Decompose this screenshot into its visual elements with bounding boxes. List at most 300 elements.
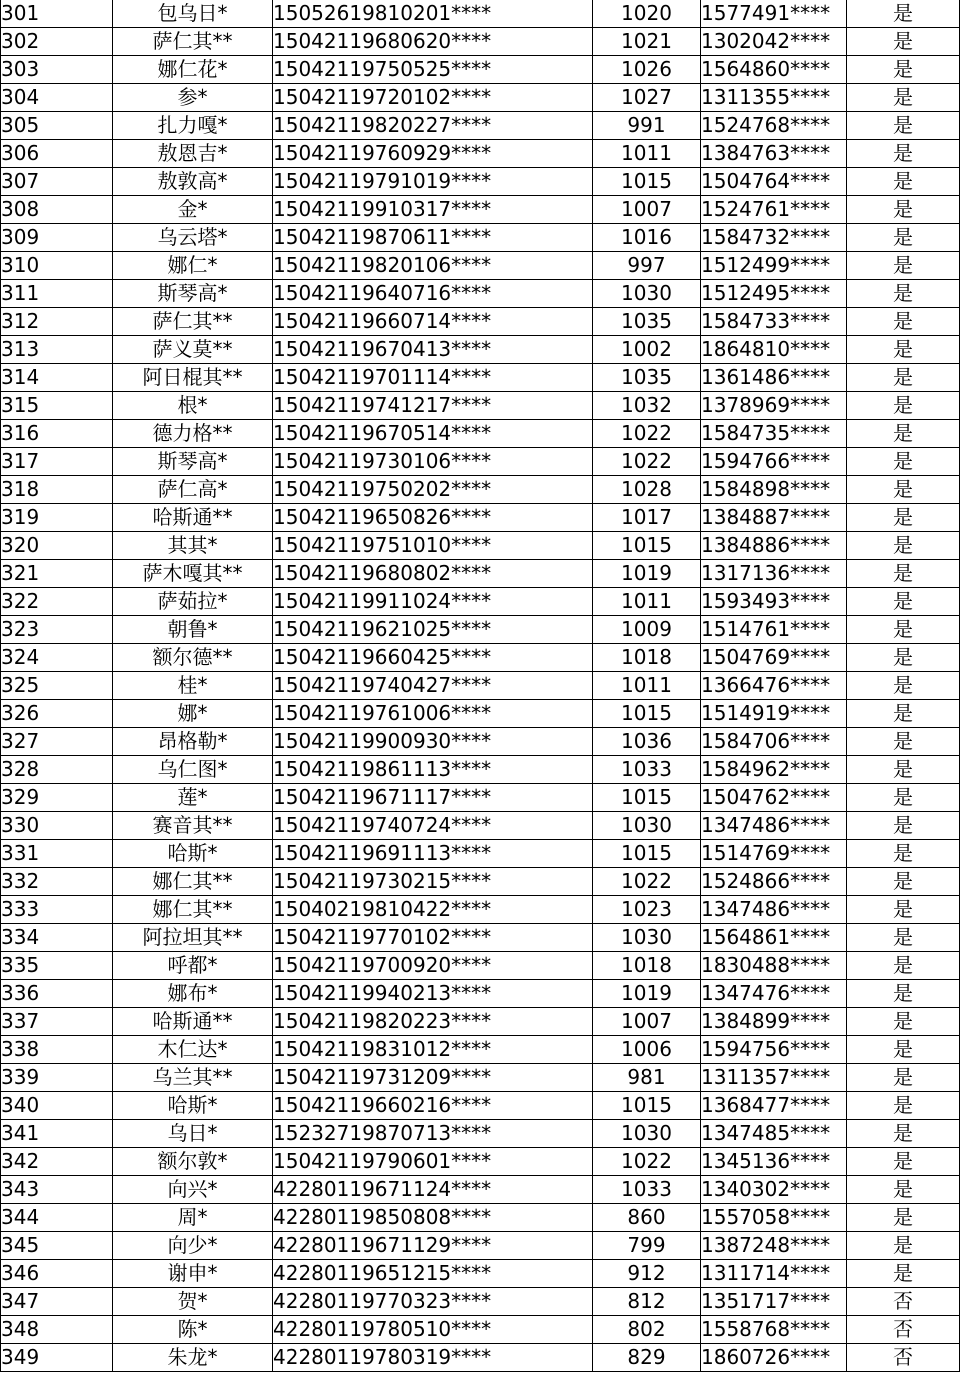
- id-number-cell: 15042119731209****: [273, 1064, 593, 1092]
- table-row: [1, 532, 960, 560]
- phone-cell: 1340302****: [701, 1176, 847, 1204]
- row-number-cell: 323: [1, 616, 113, 644]
- row-number-cell: 348: [1, 1316, 113, 1344]
- row-number-cell: 332: [1, 868, 113, 896]
- phone-cell: 1830488****: [701, 952, 847, 980]
- table-row: [1, 56, 960, 84]
- phone-cell: 1584733****: [701, 308, 847, 336]
- id-number-cell: 15042119791019****: [273, 168, 593, 196]
- phone-cell: 1564861****: [701, 924, 847, 952]
- name-cell: 谢申*: [113, 1260, 273, 1288]
- status-cell: 是: [847, 980, 960, 1008]
- status-cell: 是: [847, 448, 960, 476]
- status-cell: 是: [847, 84, 960, 112]
- row-number-cell: 310: [1, 252, 113, 280]
- status-cell: 是: [847, 560, 960, 588]
- name-cell: 昂格勒*: [113, 728, 273, 756]
- row-number-cell: 347: [1, 1288, 113, 1316]
- table-row: [1, 336, 960, 364]
- score-cell: 1002: [593, 336, 701, 364]
- id-number-cell: 15042119670413****: [273, 336, 593, 364]
- id-number-cell: 15042119900930****: [273, 728, 593, 756]
- score-cell: 1023: [593, 896, 701, 924]
- row-number-cell: 341: [1, 1120, 113, 1148]
- phone-cell: 1504769****: [701, 644, 847, 672]
- status-cell: 是: [847, 224, 960, 252]
- status-cell: 是: [847, 252, 960, 280]
- row-number-cell: 304: [1, 84, 113, 112]
- status-cell: 是: [847, 1092, 960, 1120]
- id-number-cell: 15042119820223****: [273, 1008, 593, 1036]
- id-number-cell: 15042119910317****: [273, 196, 593, 224]
- phone-cell: 1311714****: [701, 1260, 847, 1288]
- score-cell: 1027: [593, 84, 701, 112]
- name-cell: 萨仁其**: [113, 28, 273, 56]
- row-number-cell: 326: [1, 700, 113, 728]
- score-cell: 1020: [593, 0, 701, 28]
- name-cell: 阿拉坦其**: [113, 924, 273, 952]
- table-row: [1, 1008, 960, 1036]
- name-cell: 敖恩吉*: [113, 140, 273, 168]
- table-row: [1, 560, 960, 588]
- table-row: [1, 168, 960, 196]
- row-number-cell: 303: [1, 56, 113, 84]
- phone-cell: 1584732****: [701, 224, 847, 252]
- name-cell: 向兴*: [113, 1176, 273, 1204]
- status-cell: 是: [847, 644, 960, 672]
- row-number-cell: 336: [1, 980, 113, 1008]
- table-row: [1, 364, 960, 392]
- phone-cell: 1557058****: [701, 1204, 847, 1232]
- phone-cell: 1514769****: [701, 840, 847, 868]
- phone-cell: 1347485****: [701, 1120, 847, 1148]
- table-row: [1, 1288, 960, 1316]
- table-row: [1, 1316, 960, 1344]
- id-number-cell: 15042119701114****: [273, 364, 593, 392]
- phone-cell: 1860726****: [701, 1344, 847, 1372]
- row-number-cell: 316: [1, 420, 113, 448]
- score-cell: 1021: [593, 28, 701, 56]
- phone-cell: 1594756****: [701, 1036, 847, 1064]
- score-cell: 1011: [593, 140, 701, 168]
- row-number-cell: 329: [1, 784, 113, 812]
- score-cell: 1028: [593, 476, 701, 504]
- name-cell: 乌仁图*: [113, 756, 273, 784]
- score-cell: 1036: [593, 728, 701, 756]
- score-cell: 1019: [593, 560, 701, 588]
- score-cell: 1022: [593, 420, 701, 448]
- score-cell: 802: [593, 1316, 701, 1344]
- name-cell: 萨仁高*: [113, 476, 273, 504]
- row-number-cell: 333: [1, 896, 113, 924]
- status-cell: 是: [847, 616, 960, 644]
- row-number-cell: 314: [1, 364, 113, 392]
- name-cell: 朱龙*: [113, 1344, 273, 1372]
- score-cell: 1033: [593, 756, 701, 784]
- status-cell: 是: [847, 840, 960, 868]
- id-number-cell: 15042119660714****: [273, 308, 593, 336]
- table-row: [1, 1036, 960, 1064]
- row-number-cell: 322: [1, 588, 113, 616]
- phone-cell: 1512495****: [701, 280, 847, 308]
- name-cell: 娜仁*: [113, 252, 273, 280]
- id-number-cell: 15042119730215****: [273, 868, 593, 896]
- phone-cell: 1524768****: [701, 112, 847, 140]
- row-number-cell: 338: [1, 1036, 113, 1064]
- status-cell: 是: [847, 504, 960, 532]
- status-cell: 是: [847, 168, 960, 196]
- id-number-cell: 15042119660425****: [273, 644, 593, 672]
- score-cell: 1006: [593, 1036, 701, 1064]
- id-number-cell: 15042119691113****: [273, 840, 593, 868]
- row-number-cell: 321: [1, 560, 113, 588]
- name-cell: 乌兰其**: [113, 1064, 273, 1092]
- table-row: [1, 280, 960, 308]
- id-number-cell: 15042119671117****: [273, 784, 593, 812]
- table-row: [1, 1148, 960, 1176]
- name-cell: 乌日*: [113, 1120, 273, 1148]
- row-number-cell: 317: [1, 448, 113, 476]
- id-number-cell: 15042119760929****: [273, 140, 593, 168]
- row-number-cell: 305: [1, 112, 113, 140]
- status-cell: 是: [847, 28, 960, 56]
- name-cell: 向少*: [113, 1232, 273, 1260]
- row-number-cell: 313: [1, 336, 113, 364]
- status-cell: 是: [847, 280, 960, 308]
- phone-cell: 1384763****: [701, 140, 847, 168]
- score-cell: 1035: [593, 364, 701, 392]
- table-row: [1, 1260, 960, 1288]
- name-cell: 根*: [113, 392, 273, 420]
- status-cell: 是: [847, 1148, 960, 1176]
- name-cell: 金*: [113, 196, 273, 224]
- id-number-cell: 15042119741217****: [273, 392, 593, 420]
- status-cell: 是: [847, 532, 960, 560]
- status-cell: 是: [847, 196, 960, 224]
- id-number-cell: 42280119651215****: [273, 1260, 593, 1288]
- status-cell: 是: [847, 588, 960, 616]
- table-row: [1, 756, 960, 784]
- status-cell: 是: [847, 364, 960, 392]
- score-cell: 1007: [593, 196, 701, 224]
- status-cell: 是: [847, 868, 960, 896]
- table-row: [1, 840, 960, 868]
- id-number-cell: 15042119790601****: [273, 1148, 593, 1176]
- name-cell: 哈斯*: [113, 1092, 273, 1120]
- score-cell: 1015: [593, 784, 701, 812]
- phone-cell: 1594766****: [701, 448, 847, 476]
- table-row: [1, 112, 960, 140]
- row-number-cell: 331: [1, 840, 113, 868]
- id-number-cell: 15042119650826****: [273, 504, 593, 532]
- phone-cell: 1384886****: [701, 532, 847, 560]
- table-row: [1, 196, 960, 224]
- phone-cell: 1384899****: [701, 1008, 847, 1036]
- row-number-cell: 306: [1, 140, 113, 168]
- table-body: [1, 0, 960, 1372]
- score-cell: 1033: [593, 1176, 701, 1204]
- row-number-cell: 302: [1, 28, 113, 56]
- row-number-cell: 320: [1, 532, 113, 560]
- score-cell: 1015: [593, 168, 701, 196]
- phone-cell: 1524761****: [701, 196, 847, 224]
- phone-cell: 1504764****: [701, 168, 847, 196]
- table-row: [1, 1064, 960, 1092]
- table-row: [1, 980, 960, 1008]
- row-number-cell: 327: [1, 728, 113, 756]
- status-cell: 是: [847, 1120, 960, 1148]
- row-number-cell: 342: [1, 1148, 113, 1176]
- id-number-cell: 42280119770323****: [273, 1288, 593, 1316]
- table-row: [1, 644, 960, 672]
- score-cell: 1017: [593, 504, 701, 532]
- table-row: [1, 476, 960, 504]
- phone-cell: 1864810****: [701, 336, 847, 364]
- phone-cell: 1311357****: [701, 1064, 847, 1092]
- row-number-cell: 339: [1, 1064, 113, 1092]
- row-number-cell: 311: [1, 280, 113, 308]
- id-number-cell: 15042119820106****: [273, 252, 593, 280]
- phone-cell: 1504762****: [701, 784, 847, 812]
- status-cell: 是: [847, 672, 960, 700]
- row-number-cell: 343: [1, 1176, 113, 1204]
- row-number-cell: 308: [1, 196, 113, 224]
- score-cell: 829: [593, 1344, 701, 1372]
- phone-cell: 1311355****: [701, 84, 847, 112]
- status-cell: 是: [847, 812, 960, 840]
- phone-cell: 1317136****: [701, 560, 847, 588]
- table-row: [1, 896, 960, 924]
- table-row: [1, 252, 960, 280]
- phone-cell: 1384887****: [701, 504, 847, 532]
- table-row: [1, 924, 960, 952]
- name-cell: 陈*: [113, 1316, 273, 1344]
- name-cell: 参*: [113, 84, 273, 112]
- id-number-cell: 42280119780319****: [273, 1344, 593, 1372]
- id-number-cell: 15042119911024****: [273, 588, 593, 616]
- id-number-cell: 15042119940213****: [273, 980, 593, 1008]
- name-cell: 萨仁其**: [113, 308, 273, 336]
- status-cell: 是: [847, 1036, 960, 1064]
- status-cell: 是: [847, 308, 960, 336]
- score-cell: 1030: [593, 280, 701, 308]
- name-cell: 娜仁其**: [113, 896, 273, 924]
- status-cell: 是: [847, 700, 960, 728]
- status-cell: 是: [847, 1204, 960, 1232]
- name-cell: 包乌日*: [113, 0, 273, 28]
- row-number-cell: 335: [1, 952, 113, 980]
- score-cell: 1015: [593, 840, 701, 868]
- name-cell: 莲*: [113, 784, 273, 812]
- table-row: [1, 1092, 960, 1120]
- table-row: [1, 952, 960, 980]
- phone-cell: 1584962****: [701, 756, 847, 784]
- id-number-cell: 15042119740427****: [273, 672, 593, 700]
- table-row: [1, 84, 960, 112]
- id-number-cell: 42280119671129****: [273, 1232, 593, 1260]
- id-number-cell: 42280119850808****: [273, 1204, 593, 1232]
- score-cell: 1015: [593, 700, 701, 728]
- score-cell: 1018: [593, 952, 701, 980]
- id-number-cell: 15042119670514****: [273, 420, 593, 448]
- name-cell: 哈斯通**: [113, 504, 273, 532]
- status-cell: 否: [847, 1316, 960, 1344]
- name-cell: 萨茹拉*: [113, 588, 273, 616]
- score-cell: 912: [593, 1260, 701, 1288]
- name-cell: 斯琴高*: [113, 280, 273, 308]
- score-cell: 799: [593, 1232, 701, 1260]
- score-cell: 860: [593, 1204, 701, 1232]
- row-number-cell: 345: [1, 1232, 113, 1260]
- table-row: [1, 392, 960, 420]
- row-number-cell: 346: [1, 1260, 113, 1288]
- name-cell: 萨木嘎其**: [113, 560, 273, 588]
- phone-cell: 1524866****: [701, 868, 847, 896]
- id-number-cell: 15042119640716****: [273, 280, 593, 308]
- score-cell: 1016: [593, 224, 701, 252]
- name-cell: 额尔敦*: [113, 1148, 273, 1176]
- id-number-cell: 15042119750202****: [273, 476, 593, 504]
- table-row: [1, 588, 960, 616]
- row-number-cell: 334: [1, 924, 113, 952]
- status-cell: 是: [847, 56, 960, 84]
- id-number-cell: 42280119671124****: [273, 1176, 593, 1204]
- phone-cell: 1347476****: [701, 980, 847, 1008]
- id-number-cell: 15042119820227****: [273, 112, 593, 140]
- name-cell: 呼都*: [113, 952, 273, 980]
- id-number-cell: 15042119660216****: [273, 1092, 593, 1120]
- name-cell: 贺*: [113, 1288, 273, 1316]
- phone-cell: 1584706****: [701, 728, 847, 756]
- phone-cell: 1345136****: [701, 1148, 847, 1176]
- status-cell: 是: [847, 728, 960, 756]
- id-number-cell: 15042119700920****: [273, 952, 593, 980]
- table-row: [1, 1232, 960, 1260]
- score-cell: 1011: [593, 588, 701, 616]
- row-number-cell: 340: [1, 1092, 113, 1120]
- id-number-cell: 15232719870713****: [273, 1120, 593, 1148]
- id-number-cell: 15042119831012****: [273, 1036, 593, 1064]
- score-cell: 1030: [593, 1120, 701, 1148]
- row-number-cell: 319: [1, 504, 113, 532]
- id-number-cell: 15042119740724****: [273, 812, 593, 840]
- name-cell: 哈斯通**: [113, 1008, 273, 1036]
- name-cell: 娜仁花*: [113, 56, 273, 84]
- id-number-cell: 15042119861113****: [273, 756, 593, 784]
- table-row: [1, 700, 960, 728]
- table-row: [1, 0, 960, 28]
- table-row: [1, 308, 960, 336]
- status-cell: 是: [847, 1176, 960, 1204]
- score-cell: 981: [593, 1064, 701, 1092]
- status-cell: 是: [847, 1232, 960, 1260]
- score-cell: 1019: [593, 980, 701, 1008]
- status-cell: 是: [847, 1260, 960, 1288]
- status-cell: 是: [847, 140, 960, 168]
- score-cell: 812: [593, 1288, 701, 1316]
- id-number-cell: 15042119680620****: [273, 28, 593, 56]
- table-row: [1, 1204, 960, 1232]
- status-cell: 是: [847, 392, 960, 420]
- table-row: [1, 616, 960, 644]
- row-number-cell: 315: [1, 392, 113, 420]
- score-cell: 1035: [593, 308, 701, 336]
- phone-cell: 1584898****: [701, 476, 847, 504]
- name-cell: 额尔德**: [113, 644, 273, 672]
- status-cell: 否: [847, 1288, 960, 1316]
- id-number-cell: 15042119621025****: [273, 616, 593, 644]
- score-cell: 991: [593, 112, 701, 140]
- name-cell: 朝鲁*: [113, 616, 273, 644]
- id-number-cell: 42280119780510****: [273, 1316, 593, 1344]
- name-cell: 木仁达*: [113, 1036, 273, 1064]
- id-number-cell: 15040219810422****: [273, 896, 593, 924]
- status-cell: 是: [847, 1008, 960, 1036]
- row-number-cell: 337: [1, 1008, 113, 1036]
- phone-cell: 1593493****: [701, 588, 847, 616]
- id-number-cell: 15042119761006****: [273, 700, 593, 728]
- name-cell: 扎力嘎*: [113, 112, 273, 140]
- score-cell: 1022: [593, 448, 701, 476]
- score-cell: 1009: [593, 616, 701, 644]
- score-cell: 1018: [593, 644, 701, 672]
- name-cell: 哈斯*: [113, 840, 273, 868]
- table-row: [1, 224, 960, 252]
- score-cell: 1032: [593, 392, 701, 420]
- phone-cell: 1368477****: [701, 1092, 847, 1120]
- status-cell: 是: [847, 924, 960, 952]
- table-row: [1, 448, 960, 476]
- status-cell: 是: [847, 896, 960, 924]
- name-cell: 周*: [113, 1204, 273, 1232]
- table-row: [1, 504, 960, 532]
- phone-cell: 1514761****: [701, 616, 847, 644]
- phone-cell: 1514919****: [701, 700, 847, 728]
- phone-cell: 1564860****: [701, 56, 847, 84]
- name-cell: 赛音其**: [113, 812, 273, 840]
- id-number-cell: 15042119870611****: [273, 224, 593, 252]
- status-cell: 否: [847, 1344, 960, 1372]
- score-cell: 1030: [593, 812, 701, 840]
- phone-cell: 1347486****: [701, 896, 847, 924]
- id-number-cell: 15042119750525****: [273, 56, 593, 84]
- table-row: [1, 28, 960, 56]
- row-number-cell: 330: [1, 812, 113, 840]
- phone-cell: 1378969****: [701, 392, 847, 420]
- table-row: [1, 728, 960, 756]
- name-cell: 斯琴高*: [113, 448, 273, 476]
- row-number-cell: 307: [1, 168, 113, 196]
- status-cell: 是: [847, 112, 960, 140]
- phone-cell: 1512499****: [701, 252, 847, 280]
- status-cell: 是: [847, 0, 960, 28]
- name-cell: 敖敦高*: [113, 168, 273, 196]
- table-row: [1, 1120, 960, 1148]
- row-number-cell: 328: [1, 756, 113, 784]
- phone-cell: 1577491****: [701, 0, 847, 28]
- status-cell: 是: [847, 1064, 960, 1092]
- score-cell: 1015: [593, 1092, 701, 1120]
- table-row: [1, 812, 960, 840]
- phone-cell: 1366476****: [701, 672, 847, 700]
- row-number-cell: 324: [1, 644, 113, 672]
- status-cell: 是: [847, 476, 960, 504]
- name-cell: 德力格**: [113, 420, 273, 448]
- id-number-cell: 15042119730106****: [273, 448, 593, 476]
- name-cell: 娜仁其**: [113, 868, 273, 896]
- name-cell: 桂*: [113, 672, 273, 700]
- score-cell: 1007: [593, 1008, 701, 1036]
